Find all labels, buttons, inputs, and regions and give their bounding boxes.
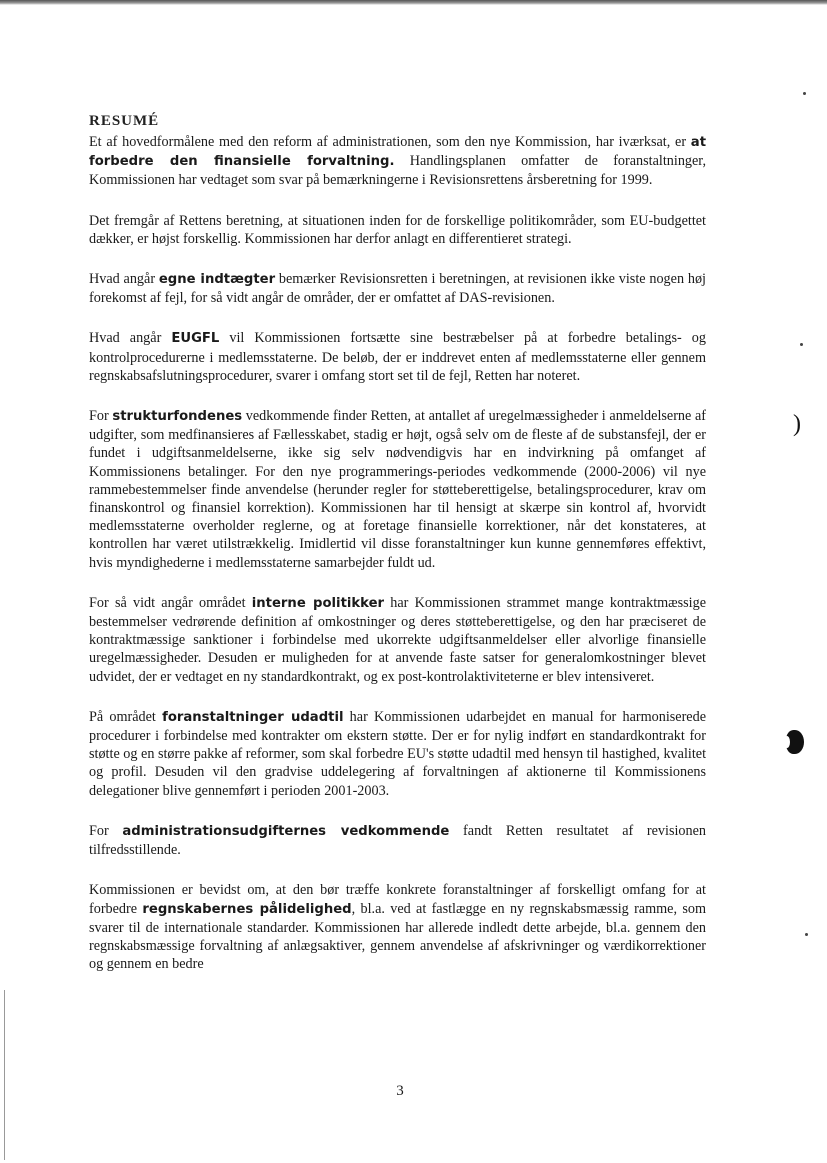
scan-left-edge	[4, 990, 5, 1160]
scan-speck	[803, 92, 806, 95]
bold-term: EUGFL	[171, 331, 220, 347]
text-run: For	[89, 822, 123, 839]
text-run: vedkommende finder Retten, at antallet af uregelmæssigheder i anmeldelserne af udgifter, som medfinansieres af Fællesskabet, stadig er højt, også selv om de fleste af de substansfejl, der er fundet i udgiftsanmeldelserne, ikke sig selv nødvendigvis har en indvirkning på omfanget af Kommissionens betalinger. For den nye programmerings-periodes vedkommende (2000-2006) vil nye rammebestemmelser finde anvendelse (herunder regler for støtteberettigelse, betalingsprocedurer, krav om finanskontrol og finansiel korrektion). Kommissionen har til hensigt at skærpe sin kontrol af, hvorvidt medlemsstaterne overholder reglerne, og at foretage finansielle korrektioner, når det konstateres, at kontrollen har været utilstrækkelig. Imidlertid vil disse foranstaltninger kun kunne gennemføres effektivt, hvis myndighederne i medlemsstaterne samarbejder fuldt ud.	[89, 408, 706, 571]
text-run: har Kommissionen udarbejdet en manual for harmoniserede procedurer i forbindelse med kontrakter om ekstern støtte. Der er for nylig indført en standardkontrakt for støtte og en større pakke af reformer, som skal forbedre EU's støtte udadtil med hensyn til hastighed, kvalitet og profil. Desuden vil den gradvise uddelegering af forvaltningen af aktionerne til Kommissionens delegationer blive gennemført i perioden 2001-2003.	[89, 708, 707, 799]
paragraph	[89, 133, 706, 190]
text-run: fandt Retten resultatet af revisionen tilfredsstillende.	[89, 822, 706, 859]
paragraph	[89, 822, 706, 859]
text-run: , bl.a. ved at fastlægge en ny regnskabsmæssig ramme, som svarer til de internationale standarder. Kommissionen har allerede indledt dette arbejde, bl.a. gennem den regnskabsmæssige forvaltning af anlægsaktiver, gennem anvendelse af afskrivninger og værdikorrektioner og gennem en bedre	[89, 900, 706, 973]
page-title: RESUMÉ	[89, 113, 160, 130]
text-run: Hvad angår	[89, 271, 159, 288]
scan-speck	[805, 933, 808, 936]
text-run: vil Kommissionen fortsætte sine bestræbelser på at forbedre betalings- og kontrolprocedurerne i medlemsstaterne. De beløb, der er inddrevet enten af medlemsstaterne eller gennem regnskabsafslutningsprocedurer, svarer i omfang stort set til de fejl, Retten har noteret.	[89, 330, 706, 384]
bold-term: interne politikker	[251, 595, 385, 611]
scan-top-edge	[0, 0, 827, 5]
text-run: På området	[89, 708, 163, 725]
bold-term: strukturfondenes	[112, 409, 243, 425]
paragraph	[89, 708, 706, 800]
paragraph	[89, 329, 706, 385]
margin-mark: )	[793, 411, 801, 437]
punch-hole-mark	[786, 730, 804, 754]
page-number: 3	[396, 1083, 404, 1099]
scan-speck	[800, 343, 803, 346]
bold-term: at forbedre den finansielle forvaltning.	[89, 135, 706, 170]
text-run: Kommissionen er bevidst om, at den bør træffe konkrete foranstaltninger af forskelligt omfang for at forbedre	[89, 882, 706, 917]
text-run: For	[89, 408, 113, 425]
paragraph	[89, 407, 706, 572]
text-run: Et af hovedformålene med den reform af administrationen, som den nye Kommission, har iværksat, er	[89, 134, 691, 150]
document-body	[89, 133, 706, 995]
text-run: Det fremgår af Rettens beretning, at situationen inden for de forskellige politikområder, som EU-budgettet dækker, er højst forskellig. Kommissionen har derfor anlagt en differentieret strategi.	[89, 212, 706, 247]
paragraph	[89, 881, 706, 973]
text-run: For så vidt angår området	[89, 594, 252, 611]
text-run: Handlingsplanen omfatter de foranstaltninger, Kommissionen har vedtaget som svar på bemærkningerne i Revisionsrettens årsberetning for 1999.	[89, 153, 707, 189]
bold-term: foranstaltninger udadtil	[162, 709, 344, 725]
bold-term: egne indtægter	[158, 272, 276, 288]
paragraph	[89, 270, 706, 307]
text-run: Hvad angår	[89, 330, 172, 347]
paragraph	[89, 212, 706, 248]
paragraph	[89, 594, 706, 686]
bold-term: regnskabernes pålidelighed	[142, 901, 352, 917]
bold-term: administrationsudgifternes vedkommende	[122, 823, 450, 839]
text-run: har Kommissionen strammet mange kontraktmæssige bestemmelser vedrørende definition af omkostninger og deres støtteberettigelse, og den har præciseret de kontraktmæssige sanktioner i forbindelse med ukorrekte udgiftsanmeldelser eller alvorlige finansielle uregelmæssigheder. Desuden er muligheden for at anvende faste satser for generalomkostninger blevet udvidet, der er vedtaget en ny standardkontrakt, og ex post-kontrolaktiviteterne er blev intensiveret.	[89, 594, 707, 685]
text-run: bemærker Revisionsretten i beretningen, at revisionen ikke viste nogen høj forekomst af fejl, for så vidt angår de områder, der er omfattet af DAS-revisionen.	[89, 271, 706, 307]
